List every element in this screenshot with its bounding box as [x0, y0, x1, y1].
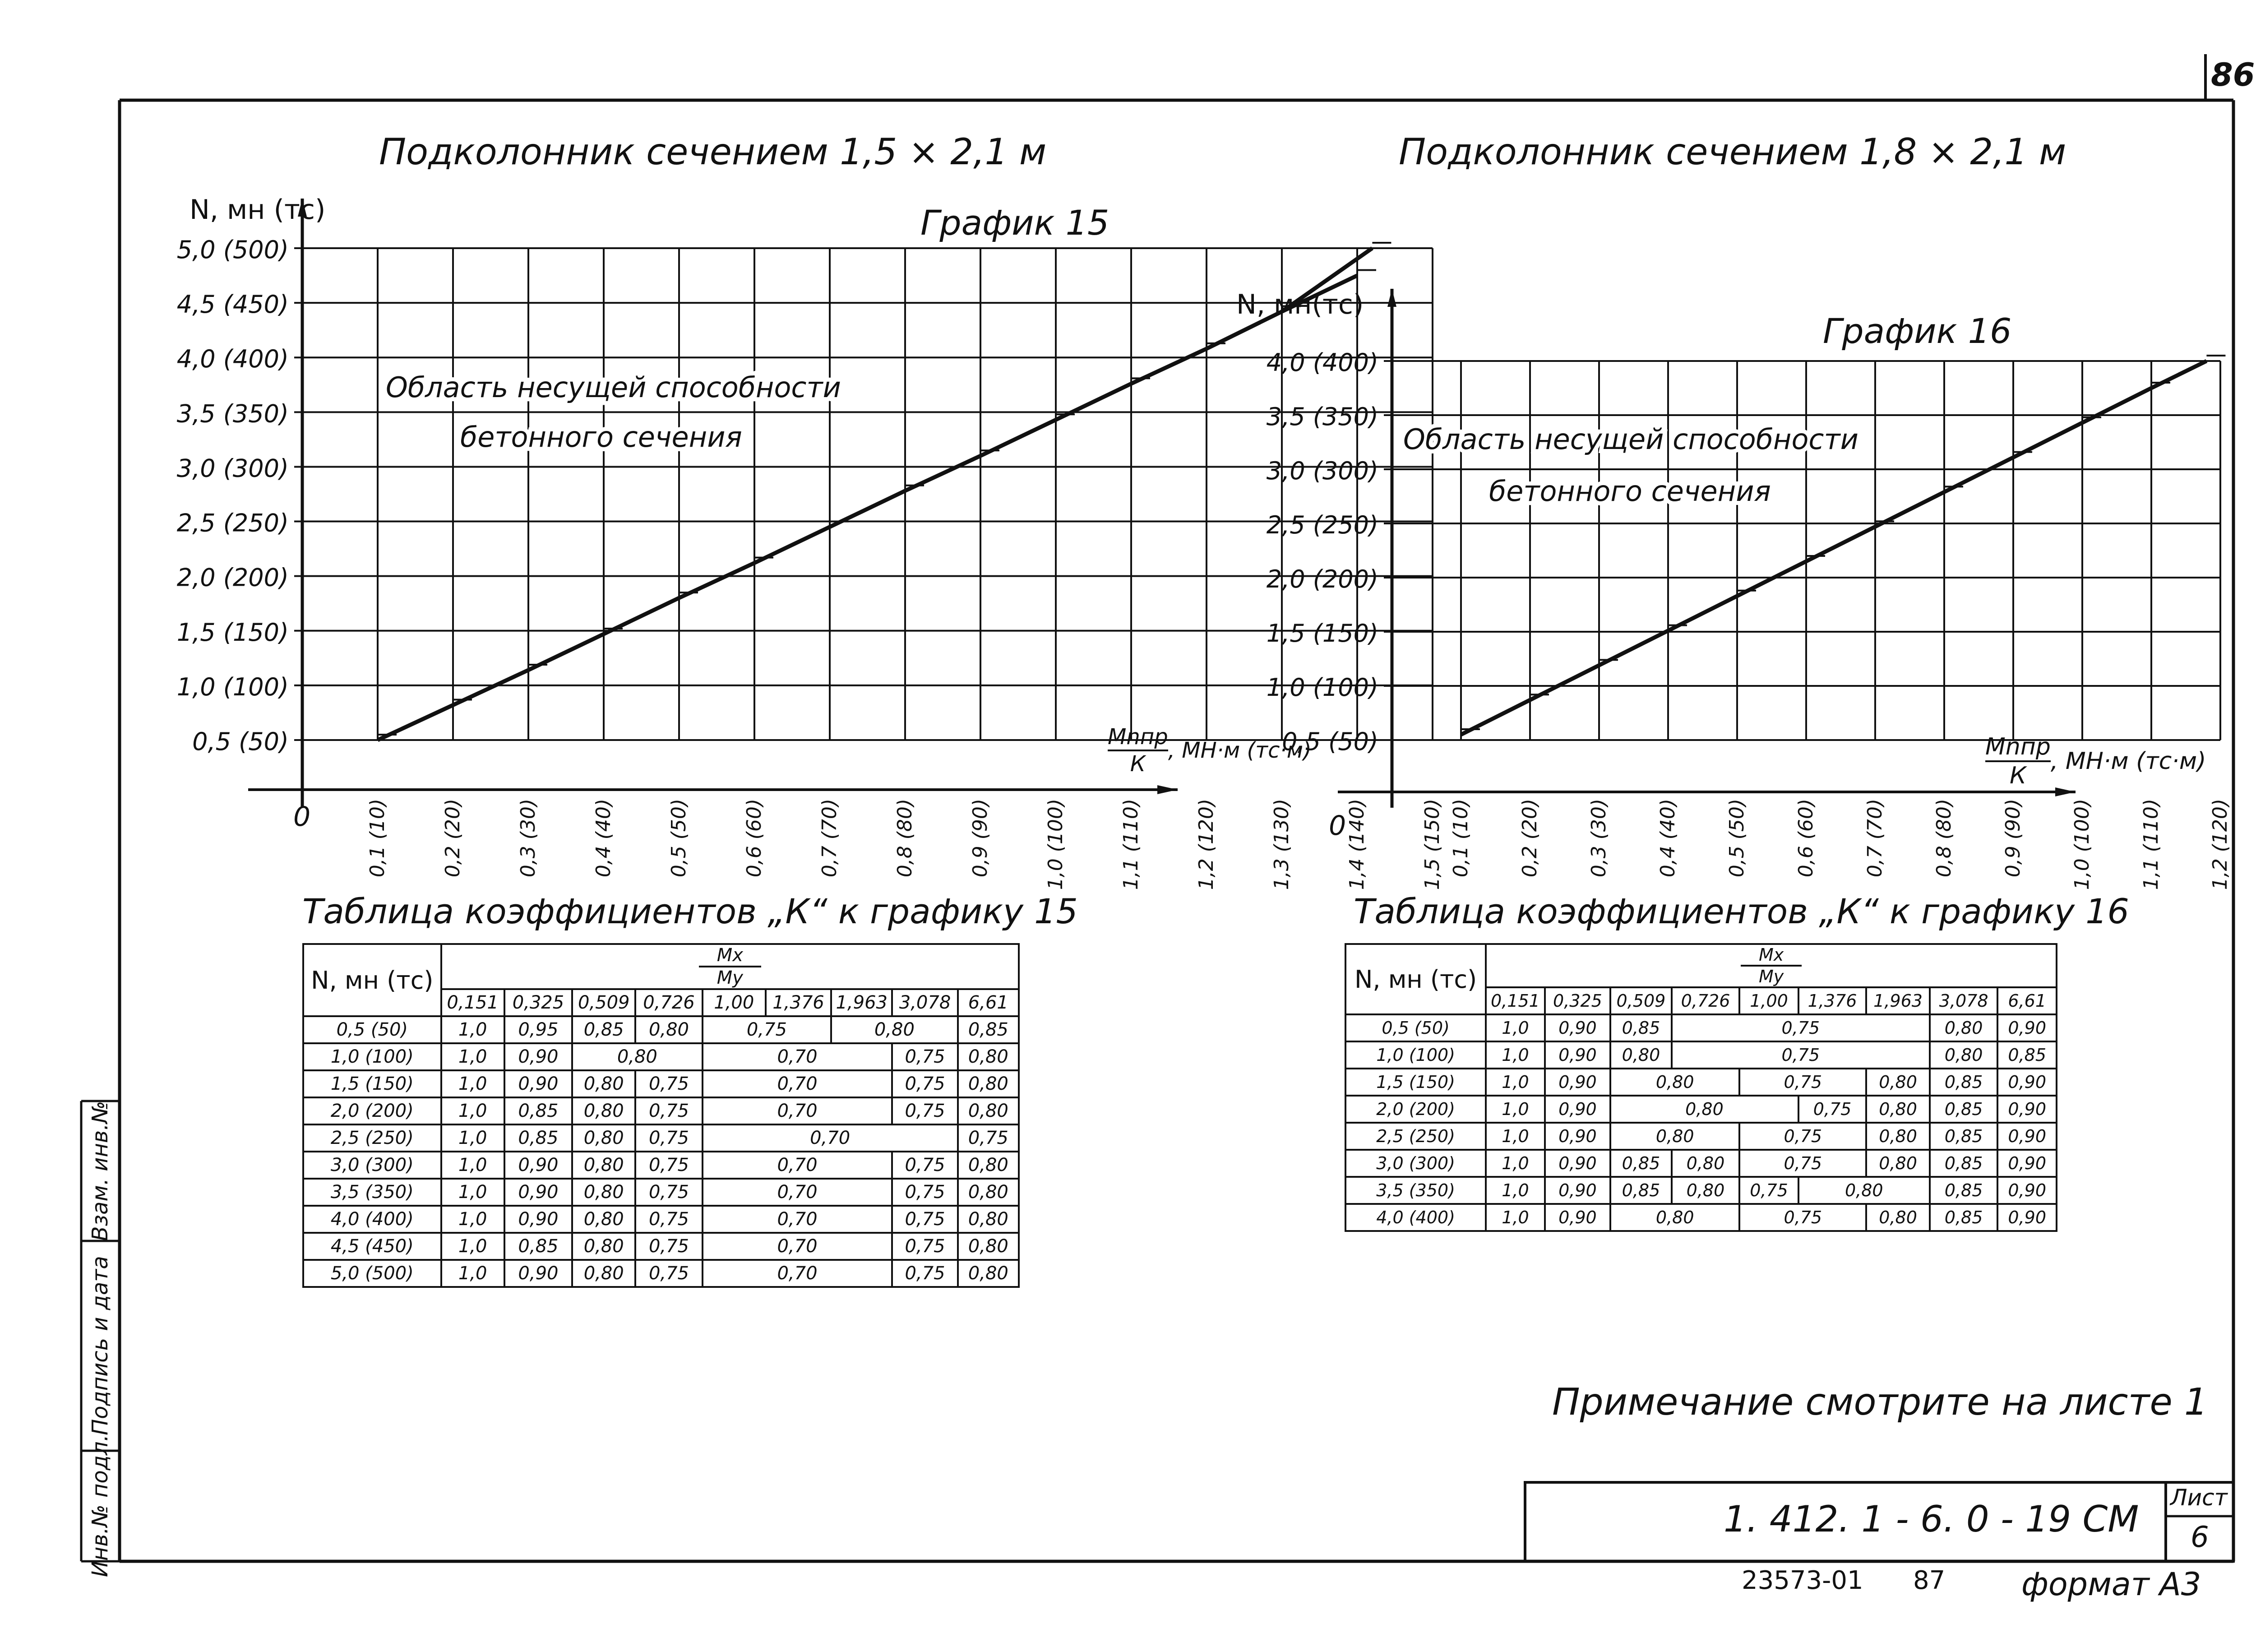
c15-x-tick-label: 0,3 (30)	[517, 799, 540, 878]
coefficient-cell: 1,0	[441, 1016, 504, 1043]
ratio-numerator: Мх	[699, 945, 761, 967]
c16-y-tick-label: 2,0 (200)	[1266, 565, 1378, 593]
bottom-page-number: 87	[1913, 1566, 1946, 1595]
c16-x-tick-label: 0,8 (80)	[1932, 799, 1956, 878]
right-x-axis-label	[1985, 733, 2206, 789]
row-n-label: 0,5 (50)	[303, 1016, 441, 1043]
column-header: 3,078	[1930, 987, 1998, 1014]
coefficient-cell: 0,80	[572, 1179, 635, 1206]
column-header: 0,509	[572, 989, 635, 1016]
coefficient-cell: 0,90	[1545, 1096, 1611, 1123]
coefficient-cell: 0,90	[504, 1260, 572, 1287]
coefficient-cell: 0,80	[958, 1043, 1019, 1070]
column-header: 3,078	[892, 989, 957, 1016]
c15-x-tick-label: 1,2 (120)	[1195, 799, 1218, 890]
coefficient-cell: 0,70	[703, 1152, 892, 1179]
coefficient-cell: 0,80	[1866, 1096, 1930, 1123]
coefficient-cell: 0,85	[1610, 1150, 1672, 1177]
side-stamp-inventory: Инв.№ подл.	[88, 1435, 113, 1577]
table-row	[1345, 1069, 2057, 1096]
column-header: 0,151	[441, 989, 504, 1016]
c16-x-tick-label: 0,9 (90)	[2002, 799, 2025, 878]
coefficient-cell: 0,80	[1930, 1041, 1998, 1069]
coefficient-cell: 1,0	[441, 1206, 504, 1233]
coefficient-cell: 0,90	[1997, 1177, 2057, 1204]
table-row	[303, 1260, 1019, 1287]
c15-x-tick-label: 1,0 (100)	[1044, 799, 1067, 890]
column-header: 6,61	[1997, 987, 2057, 1014]
right-x-label-denominator: К	[2009, 762, 2026, 789]
coefficient-cell: 0,80	[572, 1206, 635, 1233]
coefficient-cell: 1,0	[441, 1070, 504, 1097]
column-header: 1,00	[703, 989, 766, 1016]
table-row	[303, 1124, 1019, 1152]
format-label: формат А3	[2021, 1566, 2201, 1603]
row-n-label: 1,5 (150)	[303, 1070, 441, 1097]
coefficient-cell: 1,0	[441, 1152, 504, 1179]
coefficient-cell: 0,75	[1739, 1177, 1798, 1204]
coefficient-cell: 0,80	[958, 1179, 1019, 1206]
coefficient-cell: 0,85	[504, 1124, 572, 1152]
coefficient-cell: 0,80	[958, 1097, 1019, 1124]
coefficient-cell: 1,0	[1486, 1204, 1544, 1231]
ratio-header	[1486, 944, 2057, 987]
coefficient-cell: 1,0	[1486, 1041, 1544, 1069]
c16-x-tick-label: 0,6 (60)	[1794, 799, 1817, 878]
document-code: 1. 412. 1 - 6. 0 - 19 СМ	[1724, 1498, 2139, 1540]
coefficient-cell: 0,75	[635, 1233, 702, 1260]
coefficient-cell: 0,90	[1997, 1096, 2057, 1123]
coefficient-cell: 0,80	[1798, 1177, 1930, 1204]
coefficient-cell: 0,90	[1997, 1150, 2057, 1177]
coefficient-cell: 0,80	[1610, 1204, 1739, 1231]
coefficient-cell: 0,80	[958, 1260, 1019, 1287]
row-n-label: 2,0 (200)	[1345, 1096, 1486, 1123]
table-row	[1345, 1041, 2057, 1069]
coefficient-cell: 0,80	[572, 1124, 635, 1152]
coefficient-cell: 0,90	[1997, 1014, 2057, 1041]
coefficient-cell: 1,0	[1486, 1177, 1544, 1204]
column-header: 0,325	[504, 989, 572, 1016]
column-header: 1,376	[766, 989, 831, 1016]
coefficient-cell: 0,80	[572, 1152, 635, 1179]
coefficient-cell: 0,85	[1930, 1096, 1998, 1123]
coefficient-cell: 0,70	[703, 1233, 892, 1260]
right-x-label-unit: , МН·м (тс·м)	[2050, 748, 2206, 775]
table-row	[303, 1097, 1019, 1124]
coefficient-cell: 0,75	[892, 1260, 957, 1287]
row-n-label: 1,0 (100)	[1345, 1041, 1486, 1069]
coefficient-cell: 0,70	[703, 1070, 892, 1097]
coefficient-cell: 0,80	[1610, 1123, 1739, 1150]
coefficient-cell: 1,0	[1486, 1014, 1544, 1041]
coefficient-cell: 0,70	[703, 1179, 892, 1206]
coefficient-cell: 0,80	[1930, 1014, 1998, 1041]
coefficient-cell: 1,0	[1486, 1123, 1544, 1150]
ratio-header	[441, 944, 1019, 989]
right-table-title: Таблица коэффициентов „К“ к графику 16	[1354, 891, 2129, 931]
table-row	[1345, 1096, 2057, 1123]
coefficient-cell: 0,80	[1866, 1123, 1930, 1150]
coefficient-cell: 0,75	[635, 1179, 702, 1206]
c15-x-tick-label: 1,4 (140)	[1345, 799, 1368, 890]
table-row	[303, 1070, 1019, 1097]
coefficient-cell: 0,70	[703, 1124, 958, 1152]
coefficient-cell: 0,90	[1997, 1204, 2057, 1231]
c16-x-tick-label: 0,1 (10)	[1449, 799, 1472, 878]
c16-y-tick-label: 4,0 (400)	[1266, 348, 1378, 377]
row-n-label: 3,5 (350)	[1345, 1177, 1486, 1204]
c16-x-tick-label: 1,1 (110)	[2140, 799, 2163, 890]
ratio-denominator: Му	[1758, 967, 1784, 986]
coefficient-cell: 0,80	[1610, 1069, 1739, 1096]
coefficient-cell: 0,80	[635, 1016, 702, 1043]
coefficient-cell: 0,80	[1866, 1069, 1930, 1096]
table-row	[303, 1043, 1019, 1070]
coefficient-cell: 0,80	[831, 1016, 958, 1043]
column-header: 0,726	[635, 989, 702, 1016]
right-y-axis-label: N, мн(тс)	[1236, 289, 1364, 320]
left-x-label-denominator: К	[1130, 751, 1146, 777]
c16-y-tick-label: 2,5 (250)	[1266, 511, 1378, 539]
coefficient-cell: 0,80	[572, 1260, 635, 1287]
coefficient-cell: 0,80	[1866, 1204, 1930, 1231]
c15-y-tick-label: 1,0 (100)	[176, 672, 289, 701]
coefficient-cell: 0,90	[504, 1043, 572, 1070]
table-row	[1345, 1177, 2057, 1204]
c15-x-tick-label: 1,3 (130)	[1270, 799, 1293, 890]
coefficient-cell: 0,85	[1930, 1069, 1998, 1096]
c16-origin-label: 0	[1329, 810, 1346, 842]
table-row	[303, 1179, 1019, 1206]
coefficient-cell: 0,85	[1610, 1177, 1672, 1204]
c16-area-text-2: бетонного сечения	[1489, 475, 1771, 508]
coefficient-cell: 0,85	[958, 1016, 1019, 1043]
right-x-label-numerator: Мnпр	[1985, 733, 2051, 762]
coefficient-cell: 0,90	[1545, 1177, 1611, 1204]
coefficient-cell: 0,80	[572, 1043, 703, 1070]
row-n-label: 3,5 (350)	[303, 1179, 441, 1206]
coefficient-cell: 1,0	[441, 1233, 504, 1260]
column-header: 0,509	[1610, 987, 1672, 1014]
coefficient-cell: 0,80	[1610, 1096, 1798, 1123]
coefficient-cell: 0,75	[635, 1260, 702, 1287]
coefficient-cell: 0,75	[892, 1152, 957, 1179]
c15-y-tick-label: 2,0 (200)	[176, 563, 289, 592]
c16-x-tick-label: 0,4 (40)	[1656, 799, 1679, 878]
row-n-label: 0,5 (50)	[1345, 1014, 1486, 1041]
sheet-number: 6	[2191, 1521, 2209, 1554]
column-header: 6,61	[958, 989, 1019, 1016]
c16-area-text-1: Область несущей способности	[1403, 423, 1858, 456]
coefficient-cell: 0,90	[1545, 1014, 1611, 1041]
coefficient-cell: 0,85	[1997, 1041, 2057, 1069]
coefficient-cell: 0,80	[1672, 1150, 1740, 1177]
coefficient-cell: 0,80	[958, 1206, 1019, 1233]
coefficient-cell: 0,90	[1545, 1041, 1611, 1069]
column-header: 0,151	[1486, 987, 1544, 1014]
side-stamp-replace: Взам. инв.№	[88, 1101, 113, 1241]
coefficient-cell: 0,75	[892, 1070, 957, 1097]
table-row	[1345, 1014, 2057, 1041]
c15-y-tick-label: 4,0 (400)	[176, 345, 289, 374]
coefficient-cell: 0,85	[1610, 1014, 1672, 1041]
c15-y-tick-label: 3,5 (350)	[176, 399, 289, 428]
c15-x-tick-label: 0,4 (40)	[592, 799, 615, 878]
c15-y-tick-label: 5,0 (500)	[176, 236, 289, 264]
column-header: 1,963	[831, 989, 892, 1016]
row-n-label: 2,5 (250)	[1345, 1123, 1486, 1150]
table-row	[303, 1206, 1019, 1233]
coefficient-cell: 0,85	[572, 1016, 635, 1043]
coefficient-table-16	[1345, 943, 2057, 1232]
coefficient-cell: 0,80	[1672, 1177, 1740, 1204]
coefficient-cell: 0,75	[1798, 1096, 1867, 1123]
coefficient-cell: 0,90	[1997, 1123, 2057, 1150]
coefficient-cell: 0,90	[504, 1206, 572, 1233]
coefficient-cell: 0,80	[1866, 1150, 1930, 1177]
table-row	[303, 1233, 1019, 1260]
coefficient-cell: 0,95	[504, 1016, 572, 1043]
row-n-label: 4,0 (400)	[303, 1206, 441, 1233]
left-x-axis-label	[1108, 724, 1312, 777]
ratio-numerator: Мх	[1741, 945, 1802, 967]
inventory-number: 23573-01	[1742, 1566, 1863, 1595]
left-table-title: Таблица коэффициентов „К“ к графику 15	[302, 891, 1078, 931]
coefficient-cell: 0,80	[572, 1097, 635, 1124]
coefficient-cell: 0,90	[1545, 1069, 1611, 1096]
note-text: Примечание смотрите на листе 1	[1552, 1381, 2208, 1424]
coefficient-cell: 1,0	[1486, 1069, 1544, 1096]
coefficient-cell: 0,85	[504, 1233, 572, 1260]
coefficient-cell: 0,75	[635, 1124, 702, 1152]
column-header: 1,376	[1798, 987, 1867, 1014]
c16-graph-label: График 16	[1823, 311, 2012, 351]
row-n-label: 1,0 (100)	[303, 1043, 441, 1070]
row-n-label: 4,5 (450)	[303, 1233, 441, 1260]
side-stamp-signature: Подпись и дата	[88, 1256, 113, 1435]
coefficient-cell: 1,0	[441, 1043, 504, 1070]
row-n-label: 3,0 (300)	[1345, 1150, 1486, 1177]
c16-x-tick-label: 1,0 (100)	[2071, 799, 2094, 890]
coefficient-cell: 0,75	[892, 1043, 957, 1070]
coefficient-cell: 0,75	[635, 1097, 702, 1124]
coefficient-cell: 0,90	[1997, 1069, 2057, 1096]
coefficient-cell: 1,0	[1486, 1096, 1544, 1123]
coefficient-cell: 0,80	[572, 1070, 635, 1097]
c15-x-tick-label: 0,6 (60)	[743, 799, 766, 878]
coefficient-cell: 0,75	[1739, 1069, 1866, 1096]
table-row	[1345, 1150, 2057, 1177]
c15-x-tick-label: 1,1 (110)	[1119, 799, 1142, 890]
c15-x-tick-label: 0,1 (10)	[366, 799, 389, 878]
c16-x-tick-label: 0,2 (20)	[1518, 799, 1541, 878]
coefficient-cell: 0,75	[892, 1233, 957, 1260]
c15-y-tick-label: 0,5 (50)	[192, 727, 289, 756]
c15-x-tick-label: 0,5 (50)	[667, 799, 690, 878]
coefficient-cell: 0,70	[703, 1097, 892, 1124]
row-n-label: 2,0 (200)	[303, 1097, 441, 1124]
c15-y-tick-label: 4,5 (450)	[176, 290, 289, 319]
c16-y-tick-label: 3,5 (350)	[1266, 403, 1378, 431]
coefficient-cell: 0,85	[1930, 1177, 1998, 1204]
coefficient-cell: 1,0	[441, 1097, 504, 1124]
coefficient-cell: 0,70	[703, 1260, 892, 1287]
table-row	[303, 1152, 1019, 1179]
coefficient-cell: 0,90	[1545, 1204, 1611, 1231]
c16-y-arrow	[1387, 289, 1396, 307]
coefficient-cell: 0,80	[958, 1152, 1019, 1179]
coefficient-cell: 1,0	[441, 1260, 504, 1287]
right-panel-title: Подколонник сечением 1,8 × 2,1 м	[1399, 131, 2066, 173]
coefficient-cell: 0,80	[572, 1233, 635, 1260]
c15-x-tick-label: 0,2 (20)	[441, 799, 464, 878]
c15-origin-label: 0	[293, 801, 311, 833]
coefficient-cell: 0,75	[1739, 1150, 1866, 1177]
c15-graph-label: График 15	[920, 203, 1110, 243]
coefficient-cell: 0,75	[1739, 1123, 1866, 1150]
coefficient-cell: 0,75	[635, 1070, 702, 1097]
coefficient-cell: 0,75	[703, 1016, 832, 1043]
c16-x-tick-label: 0,5 (50)	[1725, 799, 1748, 878]
coefficient-cell: 0,75	[635, 1152, 702, 1179]
row-n-label: 5,0 (500)	[303, 1260, 441, 1287]
n-header: N, мн (тс)	[303, 944, 441, 1016]
c15-x-tick-label: 0,8 (80)	[893, 799, 916, 878]
left-panel-title: Подколонник сечением 1,5 × 2,1 м	[379, 131, 1047, 173]
coefficient-cell: 0,75	[1672, 1041, 1930, 1069]
column-header: 1,963	[1866, 987, 1930, 1014]
coefficient-cell: 0,80	[958, 1233, 1019, 1260]
coefficient-cell: 0,75	[892, 1206, 957, 1233]
left-x-label-numerator: Мnпр	[1108, 724, 1168, 751]
coefficient-cell: 1,0	[441, 1124, 504, 1152]
page-number-top: 86	[2211, 56, 2255, 93]
c16-x-tick-label: 0,3 (30)	[1587, 799, 1610, 878]
coefficient-cell: 0,90	[1545, 1123, 1611, 1150]
table-row	[1345, 1204, 2057, 1231]
left-y-axis-label: N, мн (тс)	[190, 194, 326, 226]
c16-y-tick-label: 0,5 (50)	[1282, 727, 1378, 756]
coefficient-cell: 1,0	[441, 1179, 504, 1206]
coefficient-cell: 0,90	[504, 1070, 572, 1097]
coefficient-cell: 0,90	[1545, 1150, 1611, 1177]
row-n-label: 4,0 (400)	[1345, 1204, 1486, 1231]
c16-x-tick-label: 0,7 (70)	[1863, 799, 1886, 878]
table-row	[1345, 1123, 2057, 1150]
c15-area-text-2: бетонного сечения	[460, 421, 742, 453]
coefficient-cell: 0,70	[703, 1043, 892, 1070]
coefficient-cell: 0,75	[958, 1124, 1019, 1152]
coefficient-cell: 0,85	[1930, 1150, 1998, 1177]
coefficient-cell: 0,75	[892, 1097, 957, 1124]
coefficient-cell: 1,0	[1486, 1150, 1544, 1177]
c15-y-tick-label: 1,5 (150)	[176, 618, 289, 647]
coefficient-cell: 0,90	[504, 1152, 572, 1179]
coefficient-cell: 0,75	[1739, 1204, 1866, 1231]
c16-y-tick-label: 3,0 (300)	[1266, 457, 1378, 485]
ratio-denominator: Му	[717, 967, 743, 988]
sheet-label: Лист	[2170, 1485, 2228, 1511]
row-n-label: 1,5 (150)	[1345, 1069, 1486, 1096]
c15-y-tick-label: 3,0 (300)	[176, 454, 289, 483]
c15-y-tick-label: 2,5 (250)	[176, 509, 289, 537]
coefficient-cell: 0,70	[703, 1206, 892, 1233]
coefficient-cell: 0,75	[892, 1179, 957, 1206]
c15-area-text-1: Область несущей способности	[386, 371, 841, 404]
left-x-label-unit: , МН·м (тс·м)	[1168, 738, 1312, 763]
coefficient-cell: 0,85	[504, 1097, 572, 1124]
coefficient-cell: 0,85	[1930, 1123, 1998, 1150]
coefficient-cell: 0,85	[1930, 1204, 1998, 1231]
column-header: 1,00	[1739, 987, 1798, 1014]
coefficient-cell: 0,80	[1610, 1041, 1672, 1069]
column-header: 0,325	[1545, 987, 1611, 1014]
coefficient-cell: 0,75	[635, 1206, 702, 1233]
column-header: 0,726	[1672, 987, 1740, 1014]
n-header: N, мн (тс)	[1345, 944, 1486, 1014]
coefficient-cell: 0,75	[1672, 1014, 1930, 1041]
coefficient-table-15	[302, 943, 1020, 1288]
c16-x-tick-label: 1,2 (120)	[2209, 799, 2232, 890]
c15-x-tick-label: 1,5 (150)	[1421, 799, 1444, 890]
c16-y-tick-label: 1,0 (100)	[1266, 673, 1378, 702]
coefficient-cell: 0,90	[504, 1179, 572, 1206]
row-n-label: 3,0 (300)	[303, 1152, 441, 1179]
coefficient-cell: 0,80	[958, 1070, 1019, 1097]
c16-y-tick-label: 1,5 (150)	[1266, 619, 1378, 648]
c15-x-tick-label: 0,7 (70)	[818, 799, 841, 878]
table-row	[303, 1016, 1019, 1043]
c15-x-tick-label: 0,9 (90)	[969, 799, 992, 878]
row-n-label: 2,5 (250)	[303, 1124, 441, 1152]
